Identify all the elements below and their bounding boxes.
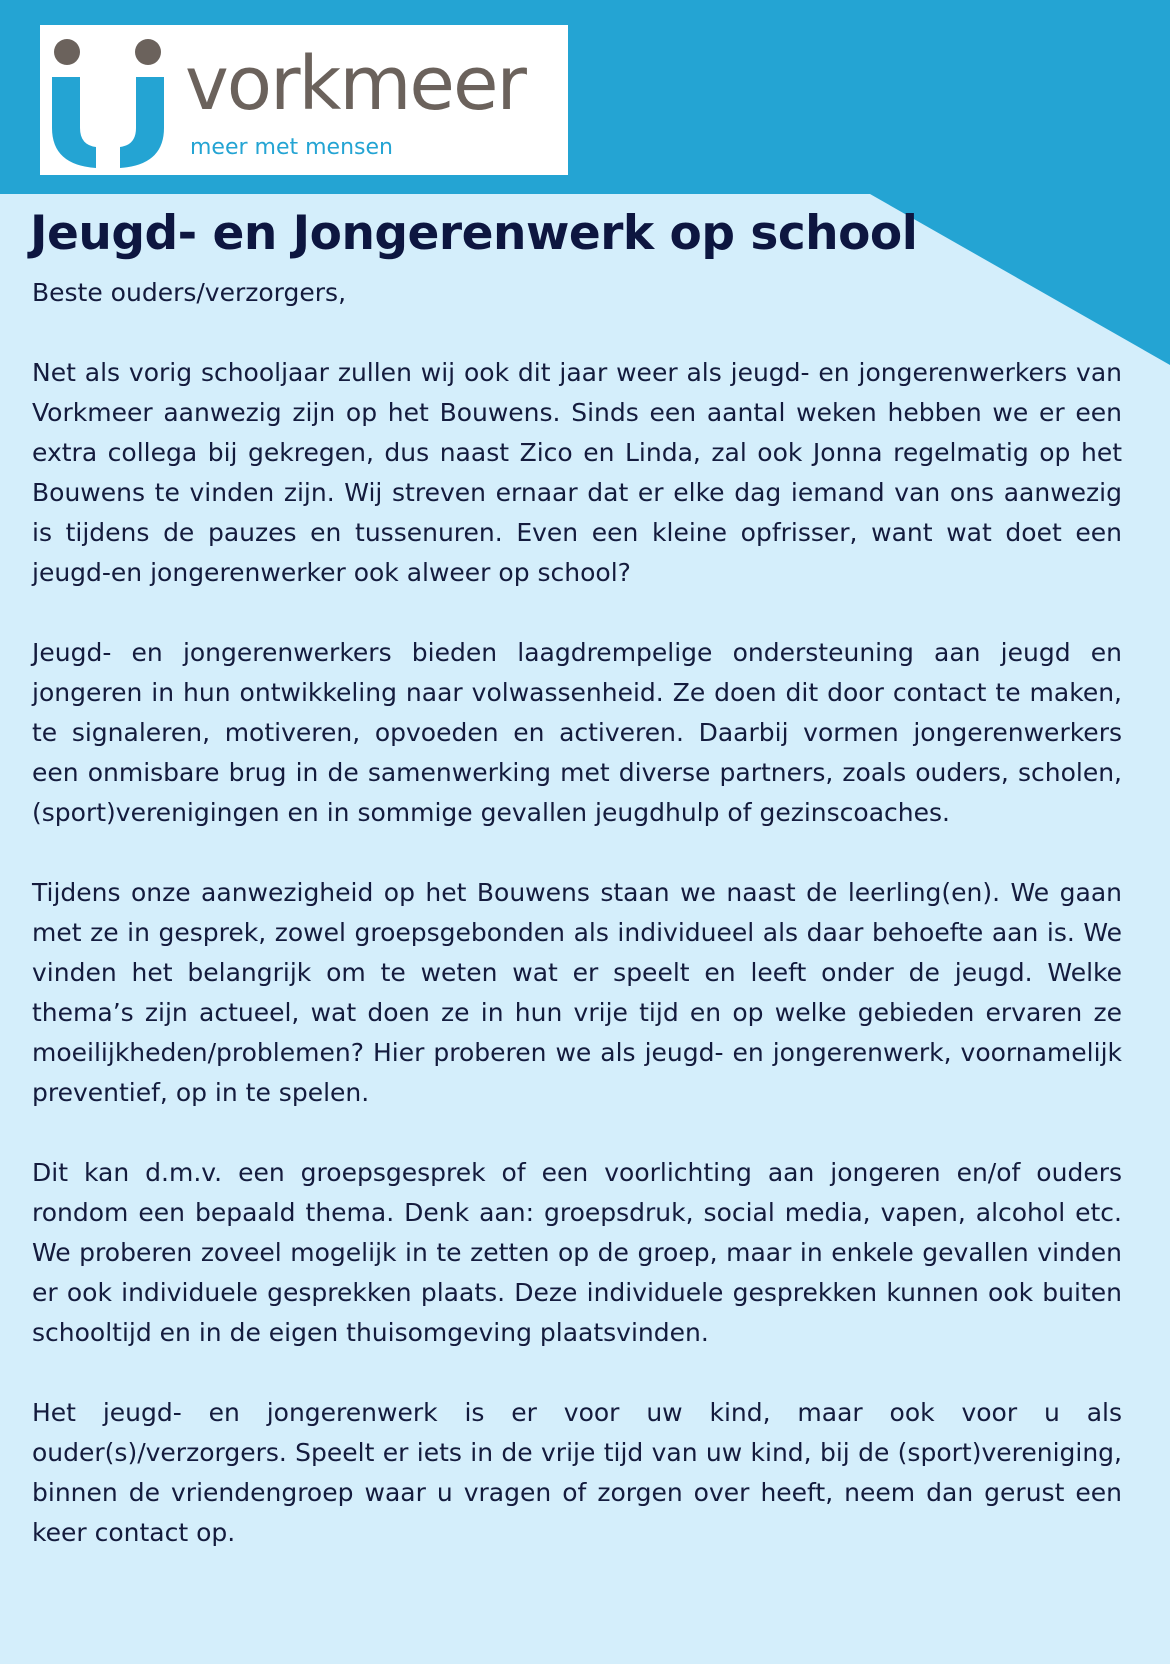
greeting: Beste ouders/verzorgers,	[32, 278, 347, 307]
page-title: Jeugd- en Jongerenwerk op school	[30, 206, 918, 261]
brand-name: vorkmeer	[185, 41, 525, 127]
paragraph-2: Jeugd- en jongerenwerkers bieden laagdrempelige ondersteuning aan jeugd en jongeren in hun ontwikkeling naar volwassenheid. Ze doen dit door contact te maken, te signaleren, motiveren, opvoeden en activeren. Daarbij vormen jongerenwerkers een onmisbare brug in de samenwerking met diverse partners, zoals ouders, scholen, (sport)verenigingen en in sommige gevallen jeugdhulp of gezinscoaches.	[32, 638, 1122, 827]
paragraph-4: Dit kan d.m.v. een groepsgesprek of een voorlichting aan jongeren en/of ouders rondom een bepaald thema. Denk aan: groepsdruk, social media, vapen, alcohol etc. We proberen zoveel mogelijk in te zetten op de groep, maar in enkele gevallen vinden er ook individuele gesprekken plaats. Deze individuele gesprekken kunnen ook buiten schooltijd en in de eigen thuisomgeving plaatsvinden.	[32, 1158, 1122, 1347]
letter-body	[32, 273, 1122, 1593]
brand-tagline: meer met mensen	[190, 135, 393, 160]
paragraph-3: Tijdens onze aanwezigheid op het Bouwens staan we naast de leerling(en). We gaan met ze in gesprek, zowel groepsgebonden als individueel als daar behoefte aan is. We vinden het belangrijk om te weten wat er speelt en leeft onder de jeugd. Welke thema’s zijn actueel, wat doen ze in hun vrije tijd en op welke gebieden ervaren ze moeilijkheden/problemen? Hier proberen we als jeugd- en jongerenwerk, voornamelijk preventief, op in te spelen.	[32, 878, 1122, 1107]
paragraph-1: Net als vorig schooljaar zullen wij ook dit jaar weer als jeugd- en jongerenwerkers van Vorkmeer aanwezig zijn op het Bouwens. Sinds een aantal weken hebben we er een extra collega bij gekregen, dus naast Zico en Linda, zal ook Jonna regelmatig op het Bouwens te vinden zijn. Wij streven ernaar dat er elke dag iemand van ons aanwezig is tijdens de pauzes en tussenuren. Even een kleine opfrisser, want wat doet een jeugd-en jongerenwerker ook alweer op school?	[32, 358, 1122, 587]
vorkmeer-logo-icon	[50, 33, 168, 168]
paragraph-5: Het jeugd- en jongerenwerk is er voor uw kind, maar ook voor u als ouder(s)/verzorgers. Speelt er iets in de vrije tijd van uw kind, bij de (sport)vereniging, binnen de vriendengroep waar u vragen of zorgen over heeft, neem dan gerust een keer contact op.	[32, 1398, 1122, 1547]
brand-logo	[40, 25, 568, 175]
